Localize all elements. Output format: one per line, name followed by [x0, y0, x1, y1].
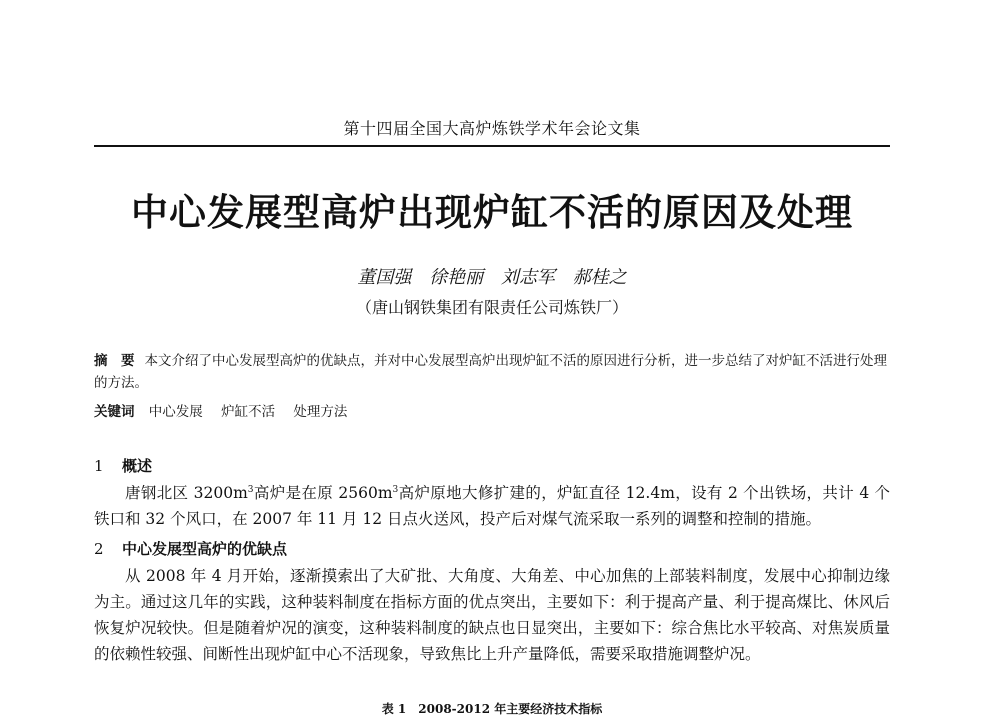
para-text: 唐钢北区 3200m [125, 484, 248, 502]
superscript: 3 [247, 484, 254, 495]
section-number: 1 [94, 457, 104, 475]
keyword: 中心发展 [148, 404, 203, 420]
author-name: 郝桂之 [572, 267, 627, 288]
author-name: 刘志军 [500, 267, 555, 288]
section-1-paragraph [94, 480, 890, 532]
section-2-paragraph: 从 2008 年 4 月开始，逐渐摸索出了大矿批、大角度、大角差、中心加焦的上部装料制度，发展中心抑制边缘为主。通过这几年的实践，这种装料制度在指标方面的优点突出，主要如下：利于提高产量、利于提高煤比、休风后恢复炉况较快。但是随着炉况的演变，这种装料制度的缺点也日显突出，主要如下：综合焦比水平较高、对焦炭质量的依赖性较强、间断性出现炉缸中心不活现象，导致焦比上升产量降低，需要采取措施调整炉况。 [94, 567, 890, 663]
section-heading-2 [94, 538, 890, 559]
author-name: 徐艳丽 [429, 267, 484, 288]
running-head: 第十四届全国大高炉炼铁学术年会论文集 [343, 119, 641, 138]
section-number: 2 [94, 540, 104, 558]
keyword: 处理方法 [293, 404, 348, 420]
keyword: 炉缸不活 [221, 404, 276, 420]
keywords-label: 关键词 [94, 404, 135, 420]
section-heading-1 [94, 455, 890, 476]
para-text: 高炉原地大修扩建的，炉缸直径 12.4m，设有 2 个出铁场，共计 4 个铁口和 32 个风口，在 2007 年 11 月 12 日点火送风，投产后对煤气流采取一系列的调整和控制的措施。 [94, 484, 890, 528]
section-title: 概述 [122, 457, 153, 475]
header-rule [94, 145, 890, 147]
paper-title: 中心发展型高炉出现炉缸不活的原因及处理 [131, 191, 853, 234]
abstract-text: 本文介绍了中心发展型高炉的优缺点，并对中心发展型高炉出现炉缸不活的原因进行分析，进一步总结了对炉缸不活进行处理的方法。 [94, 353, 887, 391]
table-caption: 表 1 2008-2012 年主要经济技术指标 [381, 702, 603, 716]
author-list [94, 263, 890, 289]
para-text: 高炉是在原 2560m [253, 484, 393, 502]
superscript: 3 [392, 484, 399, 495]
author-name: 董国强 [357, 267, 412, 288]
keywords [94, 400, 890, 420]
section-title: 中心发展型高炉的优缺点 [122, 540, 288, 558]
abstract [94, 350, 890, 394]
affiliation: （唐山钢铁集团有限责任公司炼铁厂） [355, 298, 628, 317]
abstract-label: 摘 要 [94, 353, 135, 369]
